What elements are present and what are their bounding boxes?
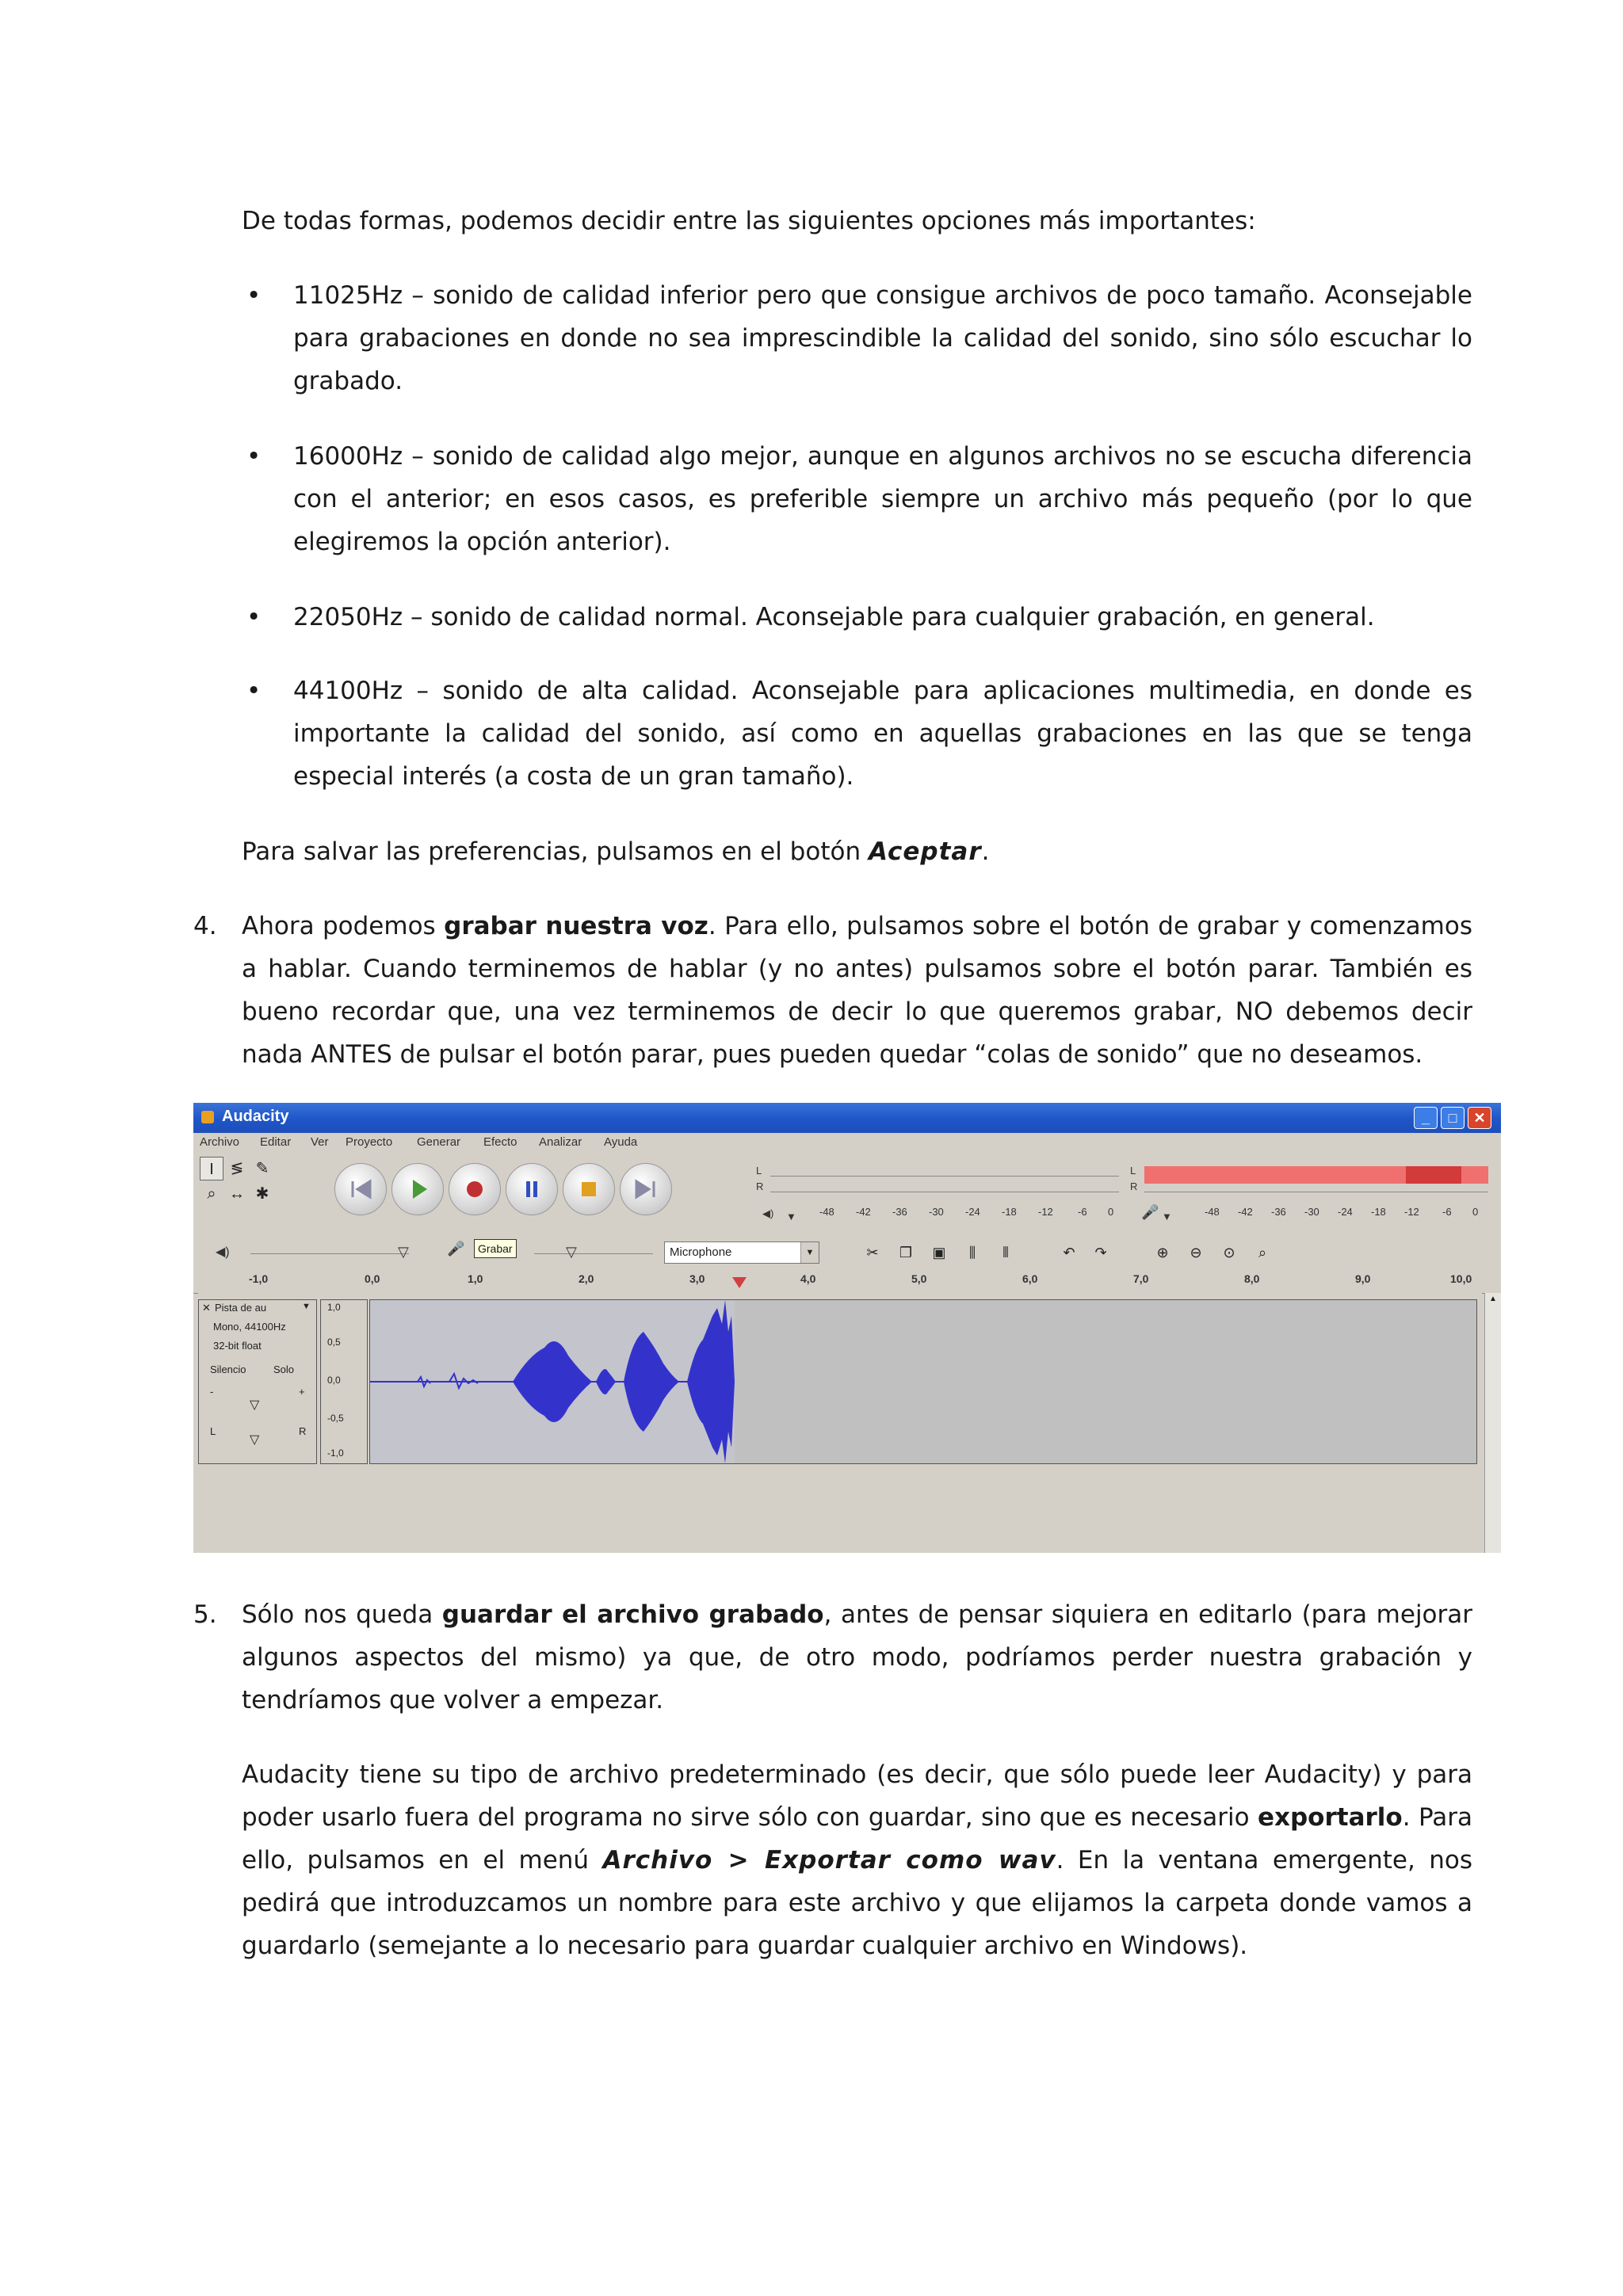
- track-info-rate: Mono, 44100Hz: [213, 1321, 286, 1333]
- record-meter-label-l: L: [1130, 1165, 1136, 1177]
- export-bold: exportarlo: [1257, 1803, 1403, 1832]
- gain-plus-label: +: [299, 1386, 305, 1398]
- pause-icon: [506, 1164, 557, 1215]
- audacity-logo-icon: [201, 1111, 214, 1123]
- track-name-button[interactable]: Pista de au: [215, 1302, 267, 1314]
- solo-button[interactable]: Solo: [273, 1363, 295, 1375]
- multi-tool-icon[interactable]: ✱: [255, 1185, 269, 1203]
- record-meter-label-r: R: [1130, 1180, 1138, 1192]
- silence-icon[interactable]: ⫴: [1002, 1245, 1009, 1261]
- close-button[interactable]: ✕: [1468, 1107, 1491, 1129]
- step5-paragraph: [242, 1593, 1472, 1722]
- menu-ayuda[interactable]: Ayuda: [604, 1135, 638, 1149]
- redo-icon[interactable]: ↷: [1094, 1245, 1107, 1261]
- skip-start-icon: [335, 1164, 386, 1215]
- waveform-display[interactable]: [369, 1299, 1477, 1464]
- track-info-format: 32-bit float: [213, 1340, 262, 1352]
- track-close-icon[interactable]: ✕: [202, 1302, 211, 1314]
- input-volume-icon: 🎤: [447, 1241, 465, 1257]
- bullet-marker: •: [246, 442, 262, 471]
- step4-text-1: Ahora podemos: [242, 912, 445, 940]
- save-prefs-text: Para salvar las preferencias, pulsamos en el botón: [242, 837, 869, 866]
- maximize-button[interactable]: □: [1441, 1107, 1465, 1129]
- aceptar-emphasis: Aceptar: [868, 837, 982, 866]
- output-volume-slider[interactable]: ▽: [398, 1244, 409, 1260]
- bullet-item-22050: 22050Hz – sonido de calidad normal. Aconsejable para cualquier grabación, en general.: [293, 603, 1375, 631]
- fit-project-icon[interactable]: ⌕: [1258, 1245, 1267, 1261]
- play-position-marker-icon: [732, 1277, 748, 1290]
- menu-efecto[interactable]: Efecto: [483, 1135, 517, 1149]
- chevron-down-icon[interactable]: ▼: [302, 1302, 311, 1311]
- microphone-icon[interactable]: 🎤: [1141, 1204, 1159, 1220]
- pan-right-label: R: [299, 1425, 307, 1437]
- stop-button[interactable]: [563, 1163, 615, 1215]
- bullet-marker: •: [246, 281, 262, 310]
- timeshift-tool-icon[interactable]: ↔: [229, 1185, 245, 1203]
- step4-text-2: . Para ello, pulsamos sobre el botón de grabar y comenzamos a hablar. Cuando terminemos de hablar (y no antes) pulsamos sobre el botón parar. También es bueno recordar que, una vez terminemos de decir lo que queremos grabar, NO debemos decir nada ANTES de pulsar el botón parar, pues pueden quedar “colas de sonido” que no deseamos.: [242, 912, 1472, 1069]
- bullet-marker: •: [246, 677, 262, 705]
- export-text-3: . En la ventana emergente, nos pedirá que introduzcamos un nombre para este archivo y que elijamos la carpeta donde vamos a guardarlo (semejante a lo necesario para guardar cualquier archivo en Windows).: [242, 1846, 1472, 1960]
- menu-analizar[interactable]: Analizar: [539, 1135, 582, 1149]
- menu-generar[interactable]: Generar: [417, 1135, 461, 1149]
- menu-archivo[interactable]: Archivo: [200, 1135, 240, 1149]
- scroll-up-icon[interactable]: ▲: [1489, 1295, 1497, 1303]
- pan-slider[interactable]: ▽: [250, 1433, 260, 1447]
- pause-button[interactable]: [506, 1163, 558, 1215]
- export-text-1: Audacity tiene su tipo de archivo predeterminado (es decir, que sólo puede leer Audacity) y para poder usarlo fuera del programa no sirve sólo con guardar, sino que es necesario: [242, 1760, 1472, 1832]
- timeline-ruler[interactable]: -1,0 0,0 1,0 2,0 3,0 4,0 5,0 6,0 7,0 8,0 9,0 10,0: [193, 1271, 1501, 1294]
- envelope-tool-icon[interactable]: ≶: [230, 1160, 244, 1177]
- selection-tool-icon[interactable]: I: [200, 1157, 223, 1180]
- play-button[interactable]: [391, 1163, 444, 1215]
- bullet-marker: •: [246, 603, 262, 631]
- mute-button[interactable]: Silencio: [210, 1363, 246, 1375]
- zoom-tool-icon[interactable]: ⌕: [207, 1185, 216, 1203]
- export-text-2: . Para ello, pulsamos en el menú: [242, 1803, 1472, 1875]
- copy-icon[interactable]: ❐: [899, 1245, 913, 1261]
- trim-icon[interactable]: ⫼: [968, 1245, 976, 1261]
- playback-meter-scale: -48 -42 -36 -30 -24 -18 -12 -6 0: [819, 1206, 1114, 1218]
- meter-label-r: R: [756, 1180, 764, 1192]
- chevron-down-icon: ▼: [800, 1242, 819, 1263]
- play-icon: [392, 1164, 443, 1215]
- speaker-icon[interactable]: ◀): [762, 1207, 774, 1219]
- vertical-scrollbar[interactable]: [1484, 1293, 1501, 1553]
- skip-start-button[interactable]: [334, 1163, 387, 1215]
- step5-export-paragraph: [242, 1753, 1472, 1967]
- waveform: [370, 1300, 1476, 1463]
- input-source-value: Microphone: [670, 1245, 732, 1259]
- record-tooltip: Grabar: [474, 1239, 517, 1258]
- bullet-item-11025: 11025Hz – sonido de calidad inferior pero que consigue archivos de poco tamaño. Aconsejable para grabaciones en donde no sea imprescindible la calidad del sonido, sino sólo escuchar lo grabado.: [293, 281, 1472, 395]
- track-control-panel: [198, 1299, 317, 1464]
- step-number-5: 5.: [193, 1600, 217, 1629]
- record-meter-scale: -48 -42 -36 -30 -24 -18 -12 -6 0: [1205, 1206, 1479, 1218]
- step5-text-2: , antes de pensar siquiera en editarlo (para mejorar algunos aspectos del mismo) ya que, de otro modo, podríamos perder nuestra grabación y tendríamos que volver a empezar.: [242, 1600, 1473, 1714]
- fit-selection-icon[interactable]: ⊙: [1223, 1245, 1235, 1261]
- step5-text-1: Sólo nos queda: [242, 1600, 442, 1629]
- window-title: Audacity: [222, 1108, 289, 1125]
- step4-paragraph: [242, 905, 1472, 1076]
- skip-end-button[interactable]: [620, 1163, 672, 1215]
- menu-ver[interactable]: Ver: [311, 1135, 329, 1149]
- record-icon: [449, 1164, 500, 1215]
- gain-slider[interactable]: ▽: [250, 1398, 260, 1412]
- input-volume-slider[interactable]: ▽: [566, 1244, 577, 1260]
- title-bar: [193, 1103, 1501, 1133]
- output-volume-icon: ◀): [216, 1245, 230, 1259]
- gain-minus-label: -: [210, 1386, 214, 1398]
- bullet-item-16000: 16000Hz – sonido de calidad algo mejor, aunque en algunos archivos no se escucha diferencia con el anterior; en esos casos, es preferible siempre un archivo más pequeño (por lo que elegiremos la opción anterior).: [293, 442, 1472, 556]
- export-menu-path: Archivo > Exportar como wav: [602, 1846, 1056, 1875]
- intro-paragraph: De todas formas, podemos decidir entre las siguientes opciones más importantes:: [242, 207, 1256, 235]
- menu-editar[interactable]: Editar: [260, 1135, 292, 1149]
- step-number-4: 4.: [193, 912, 217, 940]
- meter-label-l: L: [756, 1165, 762, 1177]
- menu-bar: [193, 1133, 1501, 1152]
- audacity-window: [193, 1103, 1501, 1553]
- zoom-out-icon[interactable]: ⊖: [1190, 1245, 1202, 1261]
- draw-tool-icon[interactable]: ✎: [255, 1160, 269, 1177]
- pan-left-label: L: [210, 1425, 216, 1437]
- menu-proyecto[interactable]: Proyecto: [346, 1135, 393, 1149]
- record-meter-dropdown-icon[interactable]: ▼: [1162, 1211, 1172, 1222]
- step5-bold: guardar el archivo grabado: [441, 1600, 824, 1629]
- undo-icon[interactable]: ↶: [1063, 1245, 1075, 1261]
- paste-icon[interactable]: ▣: [932, 1245, 946, 1261]
- skip-end-icon: [621, 1164, 671, 1215]
- minimize-button[interactable]: _: [1414, 1107, 1438, 1129]
- bullet-item-44100: 44100Hz – sonido de alta calidad. Aconsejable para aplicaciones multimedia, en donde es importante la calidad del sonido, así como en aquellas grabaciones en las que se tenga especial interés (a costa de un gran tamaño).: [293, 677, 1472, 791]
- record-meter-peak: [1406, 1166, 1461, 1184]
- save-preferences-paragraph: [242, 830, 1510, 873]
- save-prefs-period: .: [981, 837, 990, 866]
- input-source-select[interactable]: [664, 1241, 819, 1264]
- stop-icon: [563, 1164, 614, 1215]
- step4-bold: grabar nuestra voz: [444, 912, 708, 940]
- zoom-in-icon[interactable]: ⊕: [1156, 1245, 1169, 1261]
- amplitude-scale: 1,0 0,5 0,0 -0,5 -1,0: [320, 1299, 368, 1464]
- playback-meter-dropdown-icon[interactable]: ▼: [786, 1211, 796, 1222]
- record-button[interactable]: [449, 1163, 501, 1215]
- cut-icon[interactable]: ✂: [866, 1245, 879, 1261]
